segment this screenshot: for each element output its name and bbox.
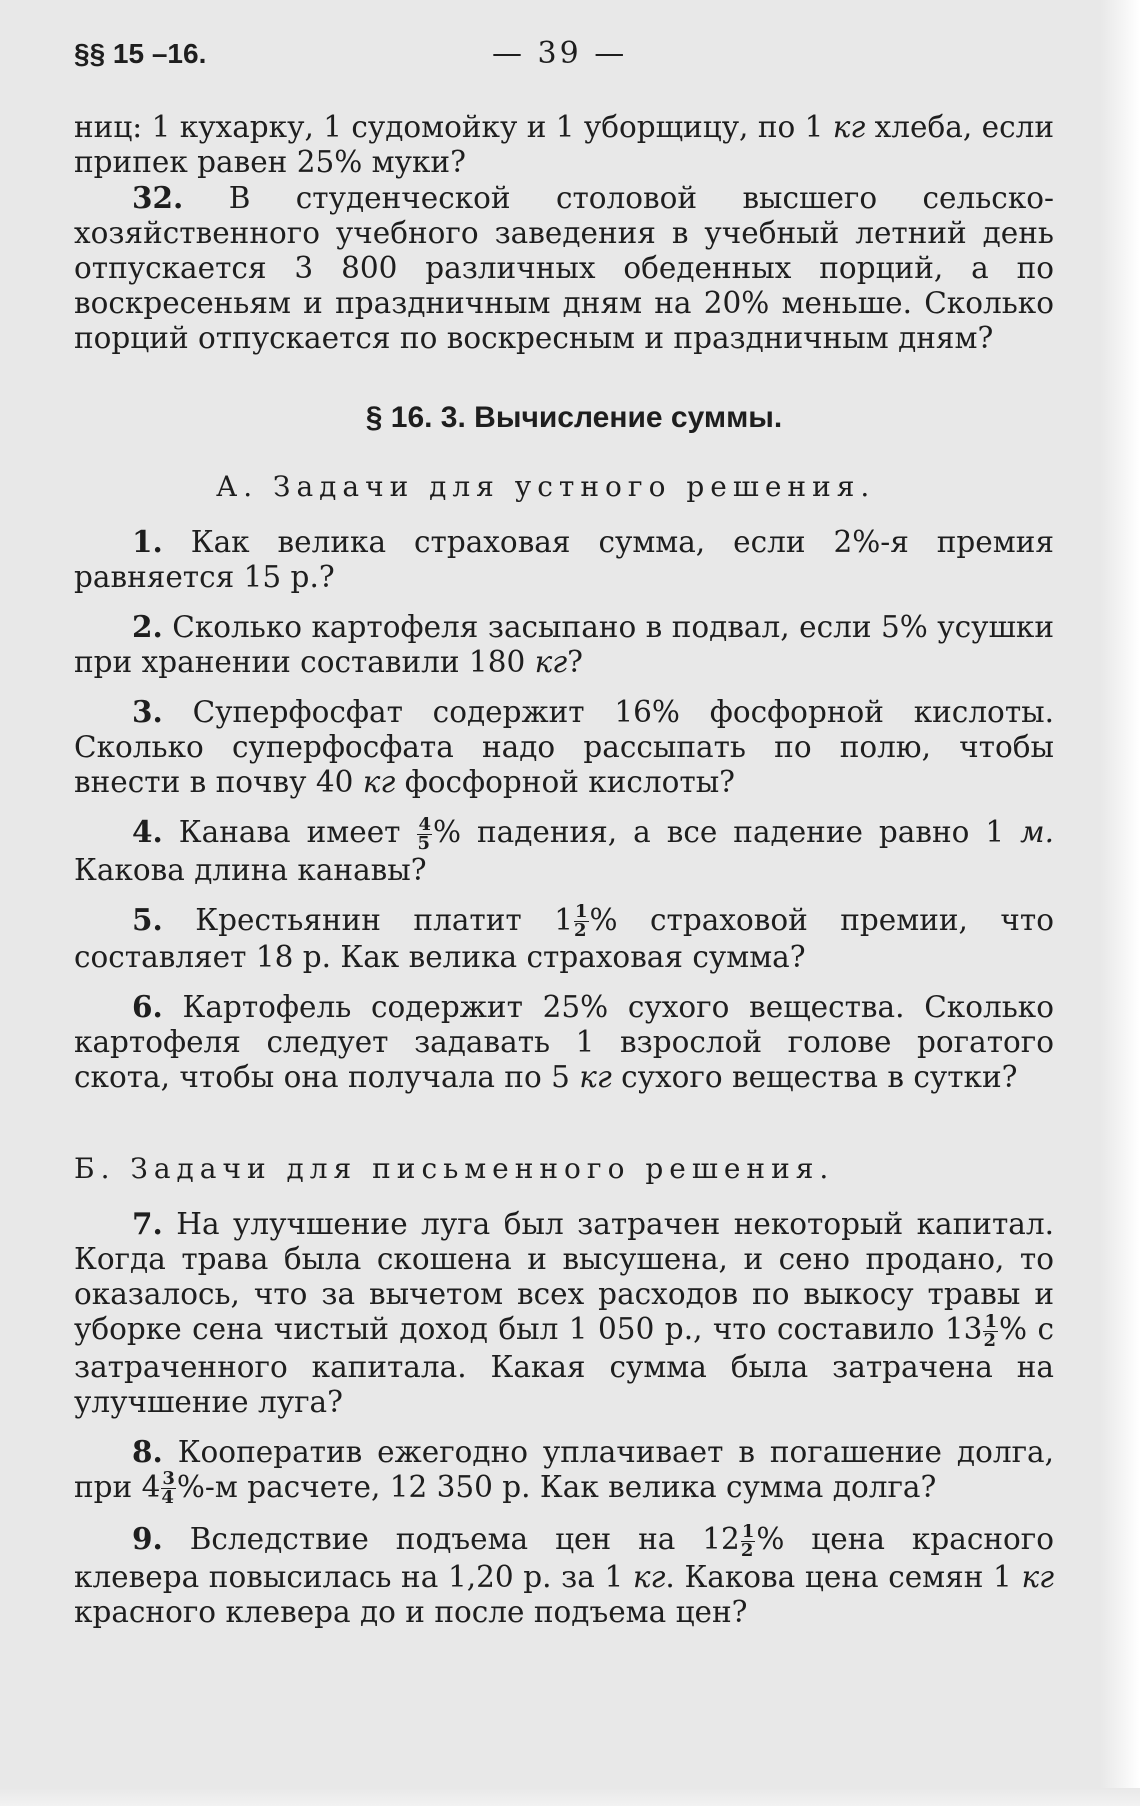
unit-label: м. — [1020, 815, 1054, 849]
section-reference: §§ 15 –16. — [74, 38, 207, 69]
fraction-numerator: 4 — [418, 813, 431, 835]
intro-text: хлеба, если припек равен 25% — [74, 110, 1054, 179]
problem-6 — [74, 989, 1054, 1095]
part-b-heading: Б. Задачи для письменного решения. — [74, 1152, 835, 1185]
unit-label: кг — [832, 110, 866, 144]
problem-text: Как велика страховая сумма, если 2%-я премия равняется 15 р.? — [74, 525, 1054, 594]
problem-text: Картофель содержит 25% сухого вещества. Сколько картофеля следует задавать 1 взрослой голове рогатого скота, чтобы она получала по 5 — [74, 990, 1054, 1094]
problem-number: 32. — [132, 180, 184, 215]
problem-9 — [74, 1521, 1054, 1630]
intro-text: муки? — [362, 145, 466, 179]
problem-text: % цена красного клевера повысилась на 1,20 р. за 1 — [74, 1522, 1054, 1594]
unit-label: кг — [579, 1060, 612, 1094]
intro-text: ниц: 1 кухарку, 1 судомойку и 1 уборщицу, по 1 — [74, 110, 833, 144]
problem-4 — [74, 814, 1054, 888]
problem-text: Сколько картофеля засыпано в подвал, если 5% усушки при хранении составили 180 — [74, 610, 1054, 679]
fraction — [983, 1310, 998, 1351]
problem-text: сухого вещества в сутки? — [611, 1060, 1018, 1094]
problem-32 — [74, 180, 1054, 356]
unit-label: кг — [362, 765, 396, 799]
problem-number: 9. — [132, 1521, 163, 1556]
problem-number: 2. — [132, 609, 163, 644]
problem-number: 4. — [132, 814, 163, 849]
problem-1 — [74, 524, 1054, 595]
fraction — [417, 813, 432, 854]
unit-label: кг — [1021, 1559, 1054, 1594]
continued-paragraph — [74, 110, 1054, 180]
fraction-denominator: 2 — [740, 1539, 754, 1561]
problem-8 — [74, 1434, 1054, 1508]
running-header — [74, 36, 1054, 80]
unit-label: кг — [534, 645, 568, 679]
problem-text: Какова длина канавы? — [74, 852, 427, 887]
fraction-denominator: 5 — [417, 832, 430, 854]
fraction — [574, 903, 589, 940]
fraction-numerator: 1 — [984, 1310, 997, 1332]
problem-text: % страховой премии, что составляет 18 р. Как велика страховая сумма? — [74, 902, 1054, 974]
problem-2 — [74, 609, 1054, 680]
fraction-denominator: 4 — [161, 1487, 174, 1508]
problem-7 — [74, 1206, 1054, 1420]
page-content — [74, 36, 1054, 1630]
problem-number: 7. — [132, 1206, 163, 1241]
page-bottom-edge — [0, 1788, 1140, 1806]
problem-3 — [74, 694, 1054, 800]
fraction-numerator: 1 — [741, 1520, 755, 1542]
problem-number: 8. — [132, 1433, 163, 1469]
problem-number: 1. — [132, 524, 163, 559]
fraction-denominator: 2 — [983, 1329, 996, 1351]
part-a-heading: А. Задачи для устного решения. — [216, 470, 876, 503]
problem-text: Суперфосфат содержит 16% фосфорной кислоты. Сколько суперфосфата надо рассыпать по полю, чтобы внести в почву 40 — [74, 695, 1054, 799]
problem-text: ? — [567, 645, 583, 679]
problem-text: красного клевера до и после подъема цен? — [74, 1594, 748, 1629]
problem-text: . Какова цена семян 1 — [665, 1559, 1022, 1594]
problem-number: 6. — [132, 989, 163, 1024]
unit-label: кг — [632, 1559, 666, 1594]
fraction-numerator: 3 — [162, 1468, 175, 1489]
problem-text: % с затраченного капитала. Какая сумма была затрачена на улучшение луга? — [74, 1312, 1054, 1419]
problem-text: Крестьянин платит 1 — [195, 902, 573, 937]
problem-number: 3. — [132, 694, 163, 729]
fraction — [740, 1520, 756, 1561]
problem-text: % падения, а все падение равно 1 — [432, 815, 1021, 849]
fraction-denominator: 2 — [573, 920, 587, 941]
problem-number: 5. — [132, 901, 163, 937]
problem-5 — [74, 902, 1054, 976]
problem-text: фосфорной кислоты? — [395, 765, 735, 799]
page-number: — 39 — — [492, 36, 628, 71]
problem-text: На улучшение луга был затрачен некоторый капитал. Когда трава была скошена и высушена, и сено продано, то оказалось, что за вычетом всех расходов по выкосу травы и уборке сена чистый доход был 1 050 р., что составило 13 — [74, 1207, 1054, 1346]
problem-text: Вследствие подъема цен на 12 — [189, 1522, 740, 1556]
problem-text: Кооператив ежегодно уплачивает в погашение долга, при 4 — [74, 1434, 1054, 1504]
fraction — [161, 1470, 176, 1507]
fraction-numerator: 1 — [574, 901, 588, 922]
problem-text: Канава имеет — [178, 815, 417, 849]
problem-text: %-м расчете, 12 350 р. Как велика сумма долга? — [176, 1469, 937, 1504]
problem-text: В студенческой столовой высшего сельско-хозяйственного учебного заведения в учебный летний день отпускается 3 800 различных обеденных порций, а по воскресеньям и праздничным дням на 20% меньше. Сколько порций отпускается по воскресным и праздничным дням? — [74, 181, 1054, 355]
page-edge — [1100, 0, 1140, 1806]
section-title: § 16. 3. Вычисление суммы. — [365, 401, 783, 434]
